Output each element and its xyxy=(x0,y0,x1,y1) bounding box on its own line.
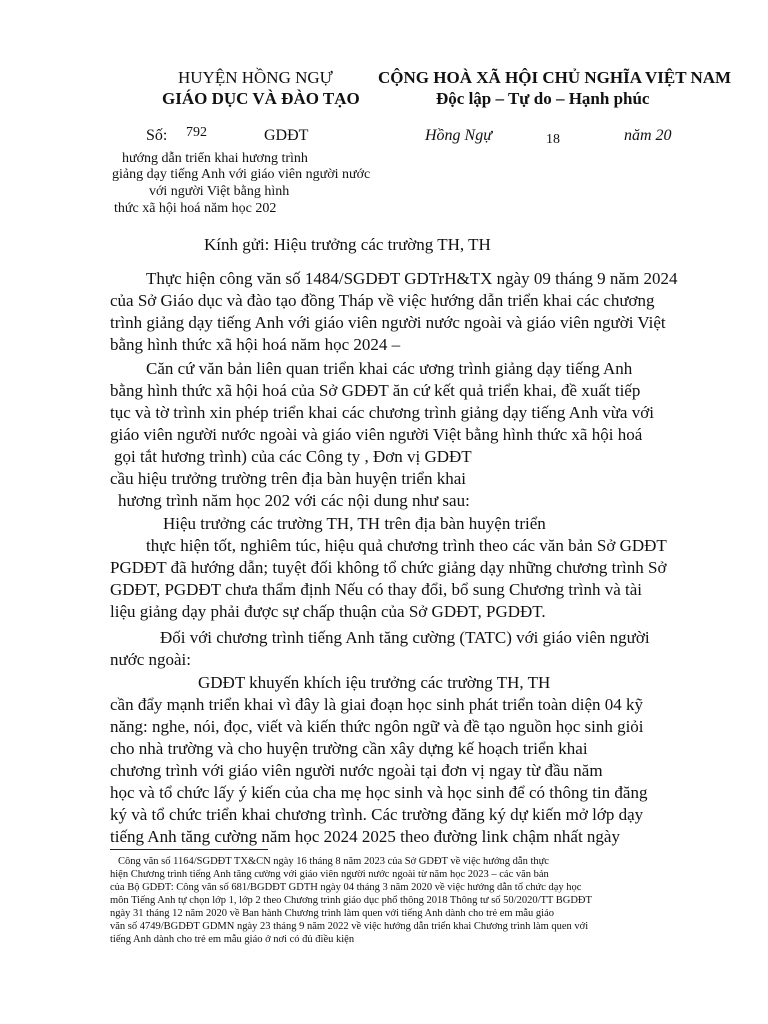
doc-number: 792 xyxy=(186,125,207,140)
date-day: 18 xyxy=(546,132,560,147)
body-line: thực hiện tốt, nghiêm túc, hiệu quả chương trình theo các văn bản Sở GDĐT xyxy=(146,536,667,555)
subject-line: thức xã hội hoá năm học 202 xyxy=(114,201,277,216)
date-year: năm 20 xyxy=(624,127,672,144)
department-district: HUYỆN HỒNG NGỰ xyxy=(178,68,333,87)
national-title: CỘNG HOÀ XÃ HỘI CHỦ NGHĨA VIỆT NAM xyxy=(378,68,732,87)
body-line: cầu hiệu trưởng trường trên địa bàn huyện triển khai xyxy=(110,469,466,488)
body-line: tục và tờ trình xin phép triển khai các chương trình giảng dạy tiếng Anh vừa với xyxy=(110,403,654,422)
footnote-line: ngày 31 tháng 12 năm 2020 về Ban hành Chương trình làm quen với tiếng Anh dành cho trẻ em mẫu giáo xyxy=(110,908,555,919)
body-line: GDĐT, PGDĐT chưa thẩm định Nếu có thay đổi, bổ sung Chương trình và tài xyxy=(110,580,642,599)
subject-line: giảng dạy tiếng Anh với giáo viên người nước xyxy=(112,167,371,182)
doc-number-label: Số: xyxy=(146,127,168,144)
recipient-line: Kính gửi: Hiệu trưởng các trường TH, TH xyxy=(204,235,491,254)
body-line: tiếng Anh tăng cường năm học 2024 2025 theo đường link chậm nhất ngày xyxy=(110,827,620,846)
body-line: Thực hiện công văn số 1484/SGDĐT GDTrH&TX ngày 09 tháng 9 năm 2024 xyxy=(146,269,678,288)
national-motto: Độc lập – Tự do – Hạnh phúc xyxy=(436,89,650,108)
body-line: liệu giảng dạy phải được sự chấp thuận của Sở GDĐT, PGDĐT. xyxy=(110,602,546,621)
department-name: GIÁO DỤC VÀ ĐÀO TẠO xyxy=(162,89,360,108)
body-line: giáo viên người nước ngoài và giáo viên người Việt bằng hình thức xã hội hoá xyxy=(110,425,643,444)
footnote-separator xyxy=(110,849,268,850)
body-line: ký và tổ chức triển khai chương trình. Các trường đăng ký dự kiến mở lớp dạy xyxy=(110,805,644,824)
body-line: Hiệu trưởng các trường TH, TH trên địa bàn huyện triển xyxy=(163,514,546,533)
body-line: của Sở Giáo dục và đào tạo đồng Tháp về việc hướng dẫn triển khai các chương xyxy=(110,291,655,310)
body-line: chương trình với giáo viên người nước ngoài tại đơn vị ngay từ đầu năm xyxy=(110,761,603,780)
footnote-line: Công văn số 1164/SGDĐT TX&CN ngày 16 tháng 8 năm 2023 của Sở GDĐT về việc hướng dẫn thực xyxy=(118,856,549,867)
body-line: nước ngoài: xyxy=(110,650,191,669)
body-line: bằng hình thức xã hội hoá năm học 2024 – xyxy=(110,335,401,354)
footnote-line: của Bộ GDĐT: Công văn số 681/BGDĐT GDTH ngày 04 tháng 3 năm 2020 về việc hướng dẫn tổ chức dạy học xyxy=(110,882,582,893)
footnote-line: văn số 4749/BGDĐT GDMN ngày 23 tháng 9 năm 2022 về việc hướng dẫn triển khai Chương trình làm quen với xyxy=(110,921,589,932)
body-line: cho nhà trường và cho huyện trường cần xây dựng kế hoạch triển khai xyxy=(110,739,588,758)
body-line: học và tổ chức lấy ý kiến của cha mẹ học sinh và học sinh để có thông tin đăng xyxy=(110,783,648,802)
body-line: gọi tắt hương trình) của các Công ty , Đơn vị GDĐT xyxy=(114,447,472,466)
body-line: cần đẩy mạnh triển khai vì đây là giai đoạn học sinh phát triển toàn diện 04 kỹ xyxy=(110,695,643,714)
body-line: năng: nghe, nói, đọc, viết và kiến thức ngôn ngữ và đề tạo nguồn học sinh giỏi xyxy=(110,717,644,736)
subject-line: hướng dẫn triển khai hương trình xyxy=(122,151,308,166)
body-line: Căn cứ văn bản liên quan triển khai các ương trình giảng dạy tiếng Anh xyxy=(146,359,633,378)
subject-line: với người Việt bằng hình xyxy=(149,184,290,199)
footnote-line: tiếng Anh dành cho trẻ em mẫu giáo ở nơi có đủ điều kiện xyxy=(110,934,355,945)
body-line: PGDĐT đã hướng dẫn; tuyệt đối không tổ chức giảng dạy những chương trình Sở xyxy=(110,558,667,577)
doc-number-suffix: GDĐT xyxy=(264,127,309,144)
body-line: GDĐT khuyến khích iệu trưởng các trường TH, TH xyxy=(198,673,551,692)
footnote-line: môn Tiếng Anh tự chọn lớp 1, lớp 2 theo Chương trình giáo dục phổ thông 2018 Thông tư số 50/2020/TT BGDĐT xyxy=(110,895,592,906)
place-name: Hồng Ngự xyxy=(425,127,492,144)
body-line: bằng hình thức xã hội hoá của Sở GDĐT ăn cứ kết quả triển khai, đề xuất tiếp xyxy=(110,381,641,400)
body-line: Đối với chương trình tiếng Anh tăng cường (TATC) với giáo viên người xyxy=(160,628,650,647)
footnote-line: hiện Chương trình tiếng Anh tăng cường với giáo viên người nước ngoài từ năm học 2023 – các văn bản xyxy=(110,869,549,880)
body-line: hương trình năm học 202 với các nội dung như sau: xyxy=(118,491,470,510)
body-line: trình giảng dạy tiếng Anh với giáo viên người nước ngoài và giáo viên người Việt xyxy=(110,313,666,332)
